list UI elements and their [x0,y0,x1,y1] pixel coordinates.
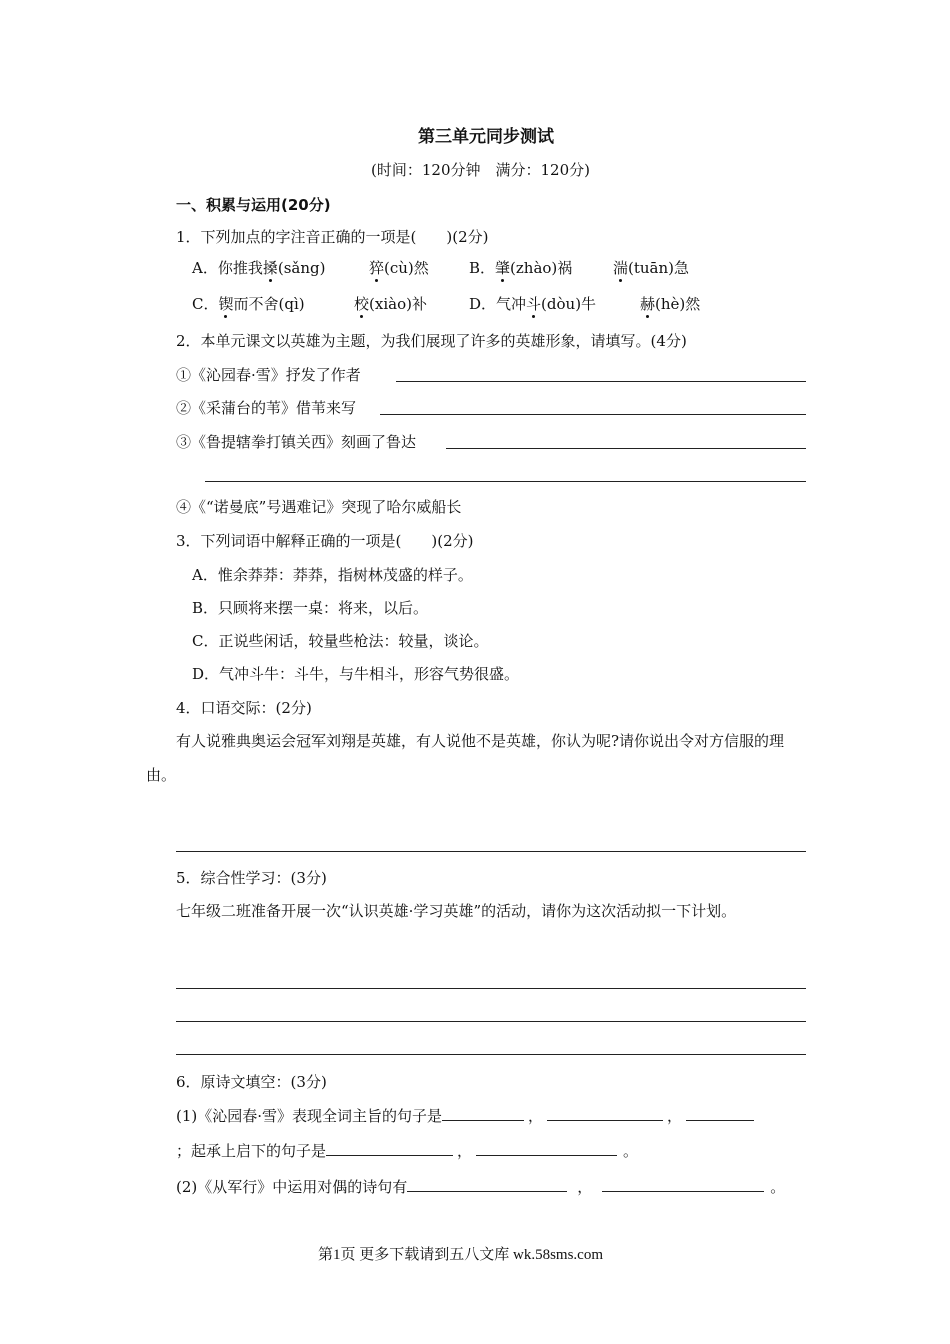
q2-line1-label: ①《沁园春·雪》抒发了作者 [176,366,361,384]
q6-part2-label: (2)《从军行》中运用对偶的诗句有 [176,1178,408,1196]
q6-period-1: 。 [623,1142,639,1160]
q1-c2-dotted: 校 [354,295,370,313]
q5-stem: 5．综合性学习：(3分) [176,869,327,887]
q5-body: 七年级二班准备开展一次“认识英雄·学习英雄”的活动，请你为这次活动拟一下计划。 [176,902,737,920]
q6-comma-3: ， [457,1142,473,1160]
q2-answer-line-1[interactable] [396,381,806,382]
q1-option-b2 [613,258,689,278]
q1-c1-post: 而不舍(qì) [233,295,305,313]
q6-comma-2: ， [667,1107,683,1125]
q1-d2-dotted: 赫 [640,295,656,313]
q4-stem: 4．口语交际：(2分) [176,699,312,717]
q1-a2-dotted: 猝 [369,259,385,277]
q1-option-d2 [640,294,700,314]
q1-d1-pre: D．气冲 [469,295,527,313]
q1-a1-pre: A．你推我 [192,259,263,277]
q1-b2-post: (tuān)急 [628,259,690,277]
q5-answer-line-3[interactable] [176,1054,806,1055]
q1-c1-dotted: 锲 [218,295,234,313]
page-title: 第三单元同步测试 [418,127,554,147]
q6-blank-2[interactable] [547,1106,663,1121]
q2-stem: 2．本单元课文以英雄为主题，为我们展现了许多的英雄形象，请填写。(4分) [176,332,687,350]
q6-blank-6[interactable] [407,1177,567,1192]
q6-blank-5[interactable] [476,1141,617,1156]
q1-b1-dotted: 肇 [495,259,511,277]
q3-option-c: C．正说些闲话，较量些枪法：较量，谈论。 [192,632,489,650]
q6-blank-1[interactable] [442,1106,524,1121]
q6-period-2: 。 [770,1178,786,1196]
q6-comma-4: ， [577,1178,593,1196]
q5-answer-line-1[interactable] [176,988,806,989]
q2-line3-label: ③《鲁提辖拳打镇关西》刻画了鲁达 [176,433,417,451]
q1-c1-pre: C． [192,295,219,313]
q3-stem: 3．下列词语中解释正确的一项是( )(2分) [176,532,474,550]
q1-d2-post: (hè)然 [655,295,701,313]
q1-option-b1 [469,258,572,278]
q6-part1-label: (1)《沁园春·雪》表现全词主旨的句子是 [176,1107,443,1125]
q6-comma-1: ， [528,1107,544,1125]
q6-blank-4[interactable] [326,1141,453,1156]
q6-part1-cont [176,1141,638,1161]
q2-line2-label: ②《采蒲台的苇》借苇来写 [176,399,357,417]
exam-info: (时间：120分钟 满分：120分) [371,161,590,179]
q1-a1-dotted: 搡 [262,259,278,277]
q2-line4-label: ④《“诺曼底”号遇难记》突现了哈尔威船长 [176,498,462,516]
q1-stem: 1．下列加点的字注音正确的一项是( )(2分) [176,228,489,246]
q2-answer-line-3b[interactable] [205,481,806,482]
q1-c2-post: (xiào)补 [369,295,427,313]
section-heading: 一、积累与运用(20分) [176,196,331,214]
q1-option-d1 [469,294,596,314]
q4-answer-line[interactable] [176,851,806,852]
q2-answer-line-3[interactable] [446,448,806,449]
q6-part1-cont-label: ；起承上启下的句子是 [176,1142,327,1160]
q1-option-c2 [354,294,427,314]
q1-option-a2 [369,258,429,278]
q3-option-a: A．惟余莽莽：莽莽，指树林茂盛的样子。 [192,566,473,584]
q1-d1-dotted: 斗 [526,295,542,313]
q1-a1-post: (sǎng) [277,259,326,277]
q5-answer-line-2[interactable] [176,1021,806,1022]
q6-blank-7[interactable] [602,1177,764,1192]
q6-part1 [176,1106,754,1126]
q3-option-b: B．只顾将来摆一桌：将来，以后。 [192,599,429,617]
q2-answer-line-2[interactable] [380,414,806,415]
page-footer: 第1页 更多下载请到五八文库 wk.58sms.com [318,1247,604,1263]
q1-a2-post: (cù)然 [384,259,429,277]
q1-option-c1 [192,294,305,314]
q6-part2 [176,1177,785,1197]
q4-body: 有人说雅典奥运会冠军刘翔是英雄，有人说他不是英雄，你认为呢?请你说出令对方信服的理由。 [146,732,785,784]
q1-option-a1 [192,258,325,278]
q1-b1-pre: B． [469,259,496,277]
q3-option-d: D．气冲斗牛：斗牛，与牛相斗，形容气势很盛。 [192,665,520,683]
q1-b1-post: (zhào)祸 [510,259,573,277]
q6-blank-3[interactable] [686,1106,754,1121]
q6-stem: 6．原诗文填空：(3分) [176,1073,327,1091]
q1-b2-dotted: 湍 [613,259,629,277]
q1-d1-post: (dòu)牛 [541,295,597,313]
